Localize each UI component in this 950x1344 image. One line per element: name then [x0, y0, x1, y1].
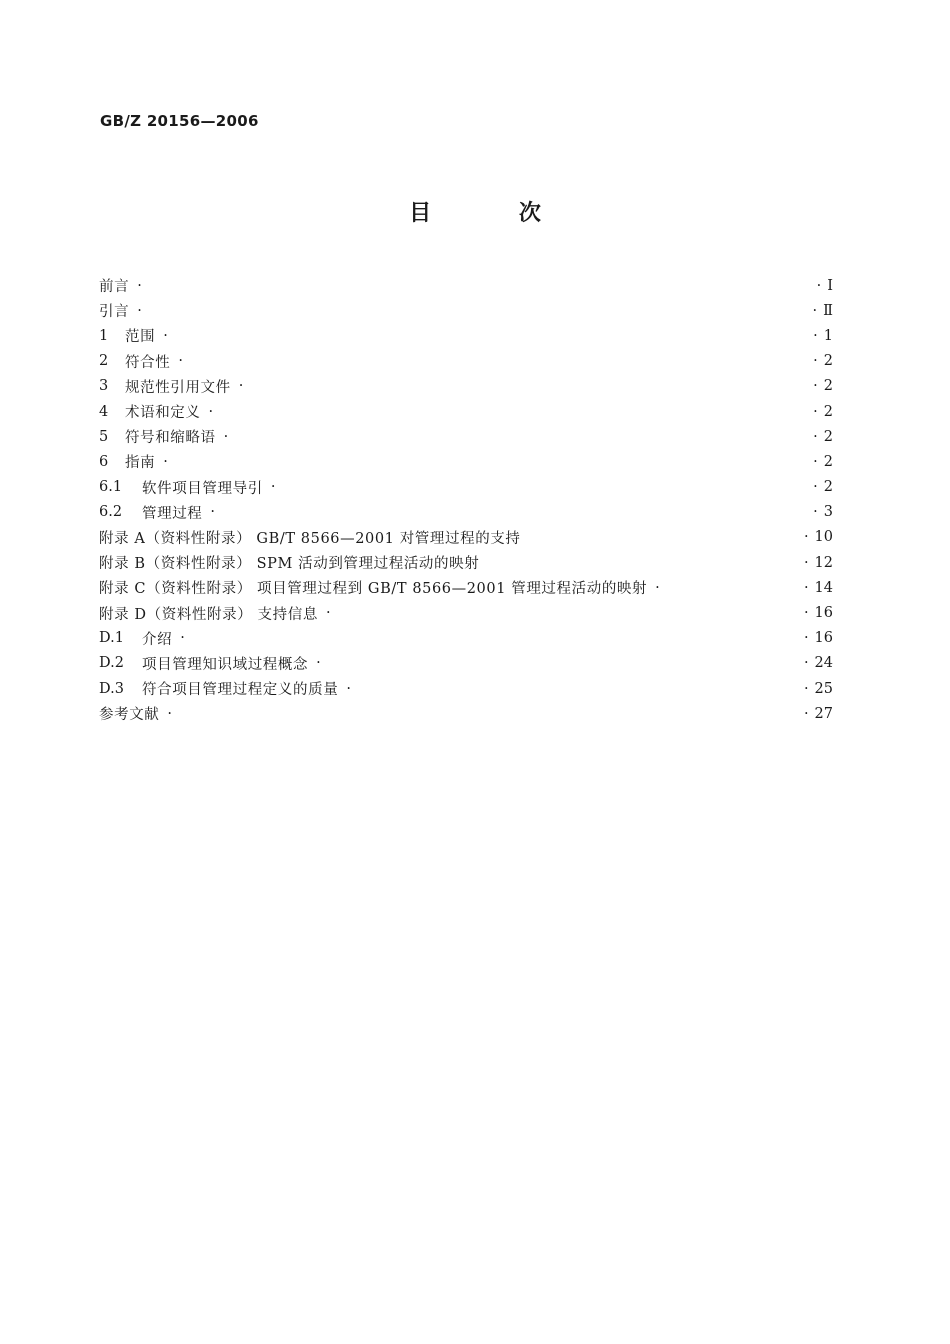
toc-entry-guidance[interactable]: 6 指南 · · 2: [99, 449, 833, 474]
toc-entry-normative-references[interactable]: 3 规范性引用文件 · · 2: [99, 374, 833, 399]
toc-entry-label: 规范性引用文件: [125, 379, 231, 396]
toc-entry-label: 符合项目管理过程定义的质量: [142, 682, 339, 699]
toc-entry-page: 10: [814, 529, 833, 546]
toc-entry-introduction[interactable]: 引言 · · Ⅱ: [99, 298, 833, 323]
toc-entry-page: 14: [814, 579, 833, 596]
toc-entry-symbols-abbreviations[interactable]: 5 符号和缩略语 · · 2: [99, 424, 833, 449]
toc-entry-page: 16: [814, 630, 833, 647]
toc-entry-page: 27: [814, 705, 833, 722]
document-code: GB/Z 20156—2006: [100, 112, 259, 130]
toc-entry-label: 附录 C（资料性附录） 项目管理过程到 GB/T 8566—2001 管理过程活动的映射: [99, 581, 648, 598]
toc-entry-terms-definitions[interactable]: 4 术语和定义 · · 2: [99, 399, 833, 424]
toc-title: 目 次: [409, 201, 581, 226]
toc-entry-number: 3: [99, 378, 109, 395]
toc-entry-foreword[interactable]: 前言 · · Ⅰ: [99, 273, 833, 298]
toc-entry-management-process[interactable]: 6.2 管理过程 · · 3: [99, 500, 833, 525]
toc-entry-spm-guide[interactable]: 6.1 软件项目管理导引 · · 2: [99, 475, 833, 500]
toc-entry-label: 软件项目管理导引: [142, 480, 263, 497]
toc-entry-d2-knowledge-areas[interactable]: D.2 项目管理知识域过程概念 · · 24: [99, 651, 833, 676]
toc-entry-label: 介绍: [142, 631, 173, 648]
toc-entry-page: 12: [814, 554, 833, 571]
toc-entry-number: 6.2: [99, 504, 123, 521]
toc-entry-number: D.1: [99, 630, 124, 647]
toc-entry-label: 符合性: [125, 354, 171, 371]
toc-entry-number: 4: [99, 403, 109, 420]
toc-entry-label: 术语和定义: [125, 405, 201, 422]
toc-entry-annex-c[interactable]: 附录 C（资料性附录） 项目管理过程到 GB/T 8566—2001 管理过程活动的映射 · · 14: [99, 575, 833, 600]
toc-entry-label: 附录 A（资料性附录） GB/T 8566—2001 对管理过程的支持: [99, 530, 521, 547]
toc-entry-label: 附录 D（资料性附录） 支持信息: [99, 606, 318, 623]
toc-entry-label: 指南: [125, 455, 156, 472]
toc-entry-page: 16: [814, 605, 833, 622]
toc-entry-page: 25: [814, 680, 833, 697]
toc-entry-scope[interactable]: 1 范围 · · 1: [99, 323, 833, 348]
toc-entry-number: D.3: [99, 680, 124, 697]
toc-entry-number: 6.1: [99, 479, 123, 496]
toc-entry-conformance[interactable]: 2 符合性 · · 2: [99, 349, 833, 374]
toc-entry-label: 范围: [125, 329, 156, 346]
toc-entry-number: D.2: [99, 655, 124, 672]
toc-entry-number: 5: [99, 428, 109, 445]
toc-entry-bibliography[interactable]: 参考文献 · · 27: [99, 701, 833, 726]
toc-entry-annex-b[interactable]: 附录 B（资料性附录） SPM 活动到管理过程活动的映射 · 12: [99, 550, 833, 575]
toc-entry-number: 6: [99, 453, 109, 470]
toc-entry-label: 参考文献: [99, 707, 160, 724]
toc-entry-page: 2: [823, 453, 833, 470]
toc-entry-page: 2: [823, 428, 833, 445]
toc-entry-annex-d[interactable]: 附录 D（资料性附录） 支持信息 · · 16: [99, 600, 833, 625]
toc-entry-number: 2: [99, 353, 109, 370]
toc-entry-d3-quality[interactable]: D.3 符合项目管理过程定义的质量 · · 25: [99, 676, 833, 701]
toc-entry-page: 2: [823, 403, 833, 420]
toc-entry-d1-introduction[interactable]: D.1 介绍 · · 16: [99, 626, 833, 651]
toc-entry-number: 1: [99, 327, 109, 344]
toc-entry-page: Ⅰ: [827, 277, 833, 294]
toc-entry-page: 3: [823, 504, 833, 521]
table-of-contents: [99, 273, 833, 726]
toc-entry-label: 引言: [99, 304, 130, 321]
toc-entry-page: 2: [823, 479, 833, 496]
toc-entry-label: 附录 B（资料性附录） SPM 活动到管理过程活动的映射: [99, 556, 480, 573]
toc-entry-page: Ⅱ: [823, 302, 833, 319]
toc-entry-label: 前言: [99, 279, 130, 296]
toc-entry-label: 项目管理知识域过程概念: [142, 656, 309, 673]
toc-entry-label: 管理过程: [142, 505, 203, 522]
toc-entry-page: 2: [823, 378, 833, 395]
toc-entry-page: 1: [823, 327, 833, 344]
toc-entry-label: 符号和缩略语: [125, 430, 216, 447]
toc-entry-page: 2: [823, 353, 833, 370]
toc-entry-page: 24: [814, 655, 833, 672]
toc-entry-annex-a[interactable]: 附录 A（资料性附录） GB/T 8566—2001 对管理过程的支持 · 10: [99, 525, 833, 550]
